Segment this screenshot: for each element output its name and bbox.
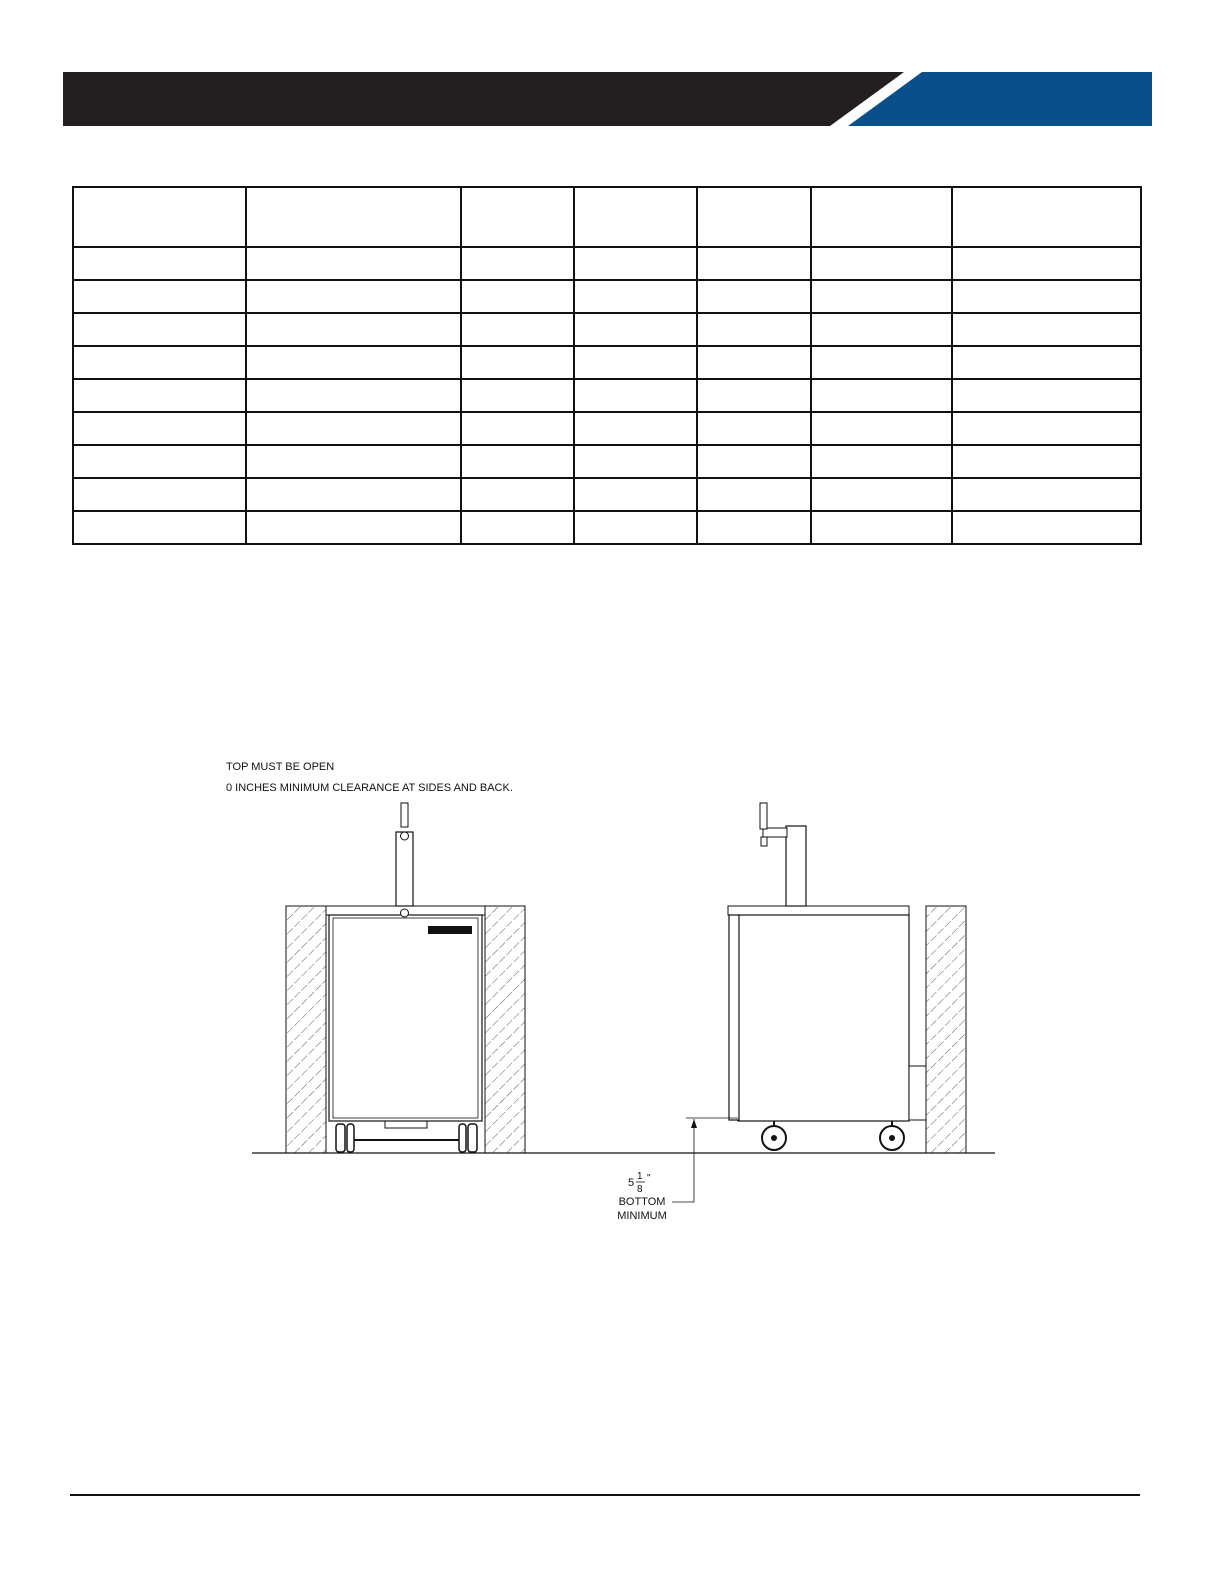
table-cell (574, 346, 697, 379)
table-cell (461, 412, 574, 445)
table-cell (697, 511, 811, 544)
table-row (73, 247, 1141, 280)
header-banner (0, 0, 1225, 140)
table-cell (461, 247, 574, 280)
tap-handle-side (760, 803, 767, 829)
table-cell (952, 280, 1141, 313)
dimension-label-bottom: BOTTOM (618, 1196, 666, 1208)
table-cell (246, 280, 461, 313)
table-cell (73, 280, 246, 313)
table-cell (952, 445, 1141, 478)
back-wall-hatch (926, 906, 966, 1153)
table-cell (697, 313, 811, 346)
table-cell (811, 247, 952, 280)
table-header-cell (461, 187, 574, 247)
right-wall-hatch (485, 906, 525, 1153)
table-cell (246, 313, 461, 346)
table-header-row (73, 187, 1141, 247)
table-row (73, 346, 1141, 379)
table-cell (461, 445, 574, 478)
table-cell (952, 313, 1141, 346)
table-row (73, 280, 1141, 313)
table-cell (246, 412, 461, 445)
caster-front-right-2 (468, 1124, 477, 1152)
caster-side-right-hub (889, 1135, 895, 1141)
table-cell (246, 445, 461, 478)
table-cell (574, 445, 697, 478)
banner-dark-band (63, 72, 904, 126)
table-row (73, 313, 1141, 346)
table-cell (461, 478, 574, 511)
table-header-cell (811, 187, 952, 247)
tap-tower-front (396, 832, 413, 906)
clearance-note-sides: 0 INCHES MINIMUM CLEARANCE AT SIDES AND BACK. (226, 782, 513, 794)
table-header-cell (952, 187, 1141, 247)
side-view (728, 803, 966, 1153)
table-cell (246, 379, 461, 412)
table-cell (697, 478, 811, 511)
table-cell (574, 379, 697, 412)
caster-front-left-2 (347, 1124, 354, 1152)
spec-table (72, 186, 1142, 545)
table-row (73, 445, 1141, 478)
door-profile (729, 915, 739, 1120)
table-cell (461, 313, 574, 346)
table-cell (461, 511, 574, 544)
table-cell (574, 247, 697, 280)
table-cell (246, 478, 461, 511)
table-cell (811, 346, 952, 379)
table-cell (574, 511, 697, 544)
table-cell (73, 379, 246, 412)
table-cell (461, 379, 574, 412)
table-cell (574, 478, 697, 511)
table-row (73, 511, 1141, 544)
table-row (73, 478, 1141, 511)
table-cell (73, 478, 246, 511)
table-cell (574, 412, 697, 445)
cabinet-front (329, 915, 482, 1121)
table-cell (697, 379, 811, 412)
dimension-whole: 5 (628, 1177, 635, 1189)
table-header-cell (73, 187, 246, 247)
clearance-note-top: TOP MUST BE OPEN (226, 761, 335, 773)
tower-base-front (401, 909, 409, 917)
table-cell (952, 346, 1141, 379)
table-header-cell (246, 187, 461, 247)
banner-accent-band (848, 72, 1152, 126)
table-header-cell (574, 187, 697, 247)
footer-rule (70, 1494, 1140, 1496)
table-cell (811, 511, 952, 544)
table-cell (952, 478, 1141, 511)
table-cell (574, 280, 697, 313)
dimension-denominator: 8 (637, 1184, 643, 1195)
table-cell (246, 247, 461, 280)
table-cell (811, 313, 952, 346)
installation-drawing (0, 740, 1225, 1240)
left-wall-hatch (286, 906, 326, 1153)
dimension-unit: " (647, 1173, 651, 1184)
faucet-front (401, 832, 409, 840)
brand-badge (428, 926, 472, 934)
compressor-housing (909, 1066, 926, 1120)
dimension-numerator: 1 (637, 1171, 643, 1182)
grille (385, 1121, 427, 1128)
table-cell (246, 511, 461, 544)
table-cell (246, 346, 461, 379)
table-cell (811, 379, 952, 412)
table-cell (811, 412, 952, 445)
table-cell (952, 511, 1141, 544)
caster-side-left-hub (771, 1135, 777, 1141)
table-cell (461, 280, 574, 313)
table-cell (73, 511, 246, 544)
table-cell (73, 445, 246, 478)
table-cell (952, 412, 1141, 445)
table-cell (697, 247, 811, 280)
table-cell (697, 445, 811, 478)
bottom-clearance-dimension (617, 1118, 738, 1222)
table-cell (461, 346, 574, 379)
table-header-cell (697, 187, 811, 247)
table-cell (73, 247, 246, 280)
table-cell (73, 313, 246, 346)
table-cell (697, 280, 811, 313)
table-cell (811, 478, 952, 511)
table-cell (73, 346, 246, 379)
caster-front-right (459, 1124, 466, 1152)
dimension-arrow (691, 1119, 697, 1128)
table-cell (952, 379, 1141, 412)
table-row (73, 379, 1141, 412)
tap-tower-side (786, 826, 806, 906)
table-cell (697, 412, 811, 445)
table-row (73, 412, 1141, 445)
table-cell (697, 346, 811, 379)
dimension-label-minimum: MINIMUM (617, 1210, 667, 1222)
front-view (286, 803, 525, 1153)
table-cell (574, 313, 697, 346)
table-cell (73, 412, 246, 445)
faucet-side (761, 837, 767, 846)
side-cabinet (738, 915, 909, 1121)
table-cell (952, 247, 1141, 280)
caster-front-left (336, 1124, 345, 1152)
table-cell (811, 280, 952, 313)
table-cell (811, 445, 952, 478)
tap-handle-front (401, 803, 408, 827)
side-countertop (728, 906, 909, 915)
